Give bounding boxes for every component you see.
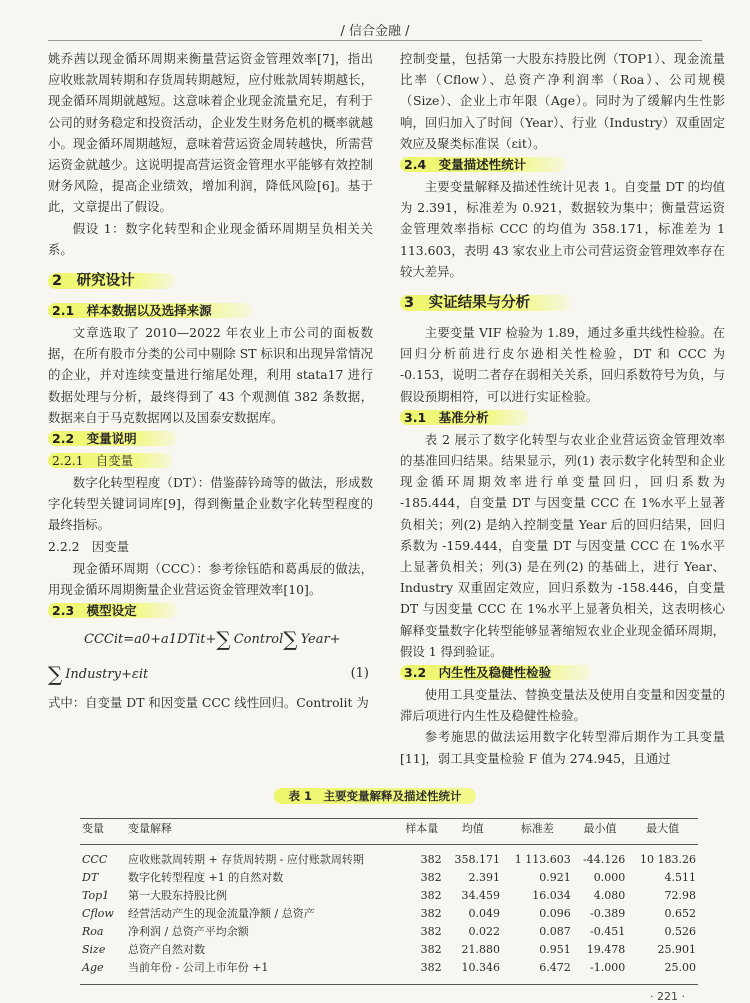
table-cell: 0.087	[539, 925, 571, 938]
paragraph-controls: 控制变量，包括第一大股东持股比例（TOP1）、现金流量比率（Cflow）、总资产净利润率（Roa）、公司规模（Size）、企业上市年限（Age）。同时为了缓解内生性影响，回归加入了时间（Year）、行业（Industry）双重固定效应及聚类标准误（εit）。	[400, 51, 725, 151]
table-cell: 72.98	[664, 889, 696, 902]
section-3-title: 3 实证结果与分析	[400, 295, 570, 311]
paragraph-after-formula: 式中：自变量 DT 和因变量 CCC 线性回归。Controlit 为	[48, 695, 369, 711]
table-row	[80, 887, 698, 905]
table-cell: 0.096	[539, 907, 571, 920]
table-cell: 4.511	[664, 871, 696, 884]
table-cell: 第一大股东持股比例	[128, 889, 227, 902]
section-3-1-title: 3.1 基准分析	[400, 410, 529, 425]
table-cell: 34.459	[461, 889, 500, 902]
table-header-cell: 样本量	[400, 816, 444, 845]
table-cell: 1 113.603	[514, 853, 571, 866]
table-cell: 0.000	[593, 871, 626, 884]
formula-number: (1)	[350, 666, 369, 682]
table-cell: 应收账款周转期 + 存货周转期 - 应付账款周转期	[128, 853, 364, 866]
table-cell: 0.526	[664, 925, 696, 938]
paragraph-baseline: 表 2 展示了数字化转型与农业企业营运资金管理效率的基准回归结果。结果显示，列(1) 表示数字化转型和企业现金循环周期效率进行单变量回归，回归系数为 -185.444，自变量 DT 与因变量 CCC 在 1%水平上显著负相关；列(2) 是纳入控制变量 Year 后的回归结果，回归系数为 -159.444，自变量 DT 与因变量 CCC 在 1%水平上显著负相关；列(3) 是在列(2) 的基础上，进行 Year、Industry 双重固定效应，回归系数为 -158.446，自变量 DT 与因变量 CCC 在 1%水平上显著负相关，这表明核心解释变量数字化转型能够显著缩短农业企业现金循环周期，假设 1 得到验证。	[400, 431, 725, 659]
table-cell: 382	[420, 925, 442, 938]
table-cell: -0.451	[590, 925, 626, 938]
table-cell: 16.034	[532, 889, 571, 902]
table-cell: 382	[420, 853, 442, 866]
section-2-2-title: 2.2 变量说明	[48, 431, 177, 446]
table-cell: Cflow	[82, 907, 114, 920]
table-cell: 382	[420, 961, 442, 974]
table-cell: 25.00	[664, 961, 696, 974]
table-row	[80, 941, 698, 959]
paragraph-descriptive: 主要变量解释及描述性统计见表 1。自变量 DT 的均值为 2.391，标准差为 0.921，数据较为集中；衡量营运资金管理效率指标 CCC 的均值为 358.171，标准差为 1 113.603，表明 43 家农业上市公司营运资金管理效率存在较大差异。	[400, 179, 725, 279]
table-cell: -44.126	[583, 853, 626, 866]
table-cell: 0.652	[664, 907, 696, 920]
table-cell: 382	[420, 889, 442, 902]
table-row	[80, 923, 698, 941]
table-row	[80, 869, 698, 887]
section-2-3-title: 2.3 模型设定	[48, 603, 177, 618]
left-column	[48, 48, 373, 713]
formula-line-1	[48, 622, 373, 657]
section-2-4-title: 2.4 变量描述性统计	[400, 157, 566, 172]
table-header-cell: 最大值	[627, 816, 698, 845]
table-cell: -1.000	[590, 961, 626, 974]
section-2-1-title: 2.1 样本数据以及选择来源	[48, 303, 252, 318]
paragraph-dependent-variable: 现金循环周期（CCC）：参考徐钰皓和葛禹辰的做法，用现金循环周期衡量企业营运资金管理效率[10]。	[48, 560, 373, 597]
formula-lhs: CCCit=a0+a1DTit+	[84, 632, 217, 648]
page-number: · 221 ·	[650, 990, 685, 1003]
table-cell: 358.171	[454, 853, 500, 866]
paragraph-sample: 文章选取了 2010—2022 年农业上市公司的面板数据，在所有股市分类的公司中剔除 ST 标识和出现异常情况的企业，并对连续变量进行缩尾处理，利用 stata17 进行数据处理与分析，最终得到了 43 个观测值 382 条数据，数据来自于马克数据网以及国泰安数据库。	[48, 325, 373, 425]
table-cell: 19.478	[586, 943, 626, 956]
table-cell: 25.901	[657, 943, 696, 956]
formula-line-2	[48, 657, 373, 692]
sum-symbol: ∑	[216, 627, 231, 652]
section-2-title: 2 研究设计	[48, 273, 175, 289]
table-cell: 2.391	[468, 871, 500, 884]
table-cell: 10.346	[461, 961, 500, 974]
paragraph-instrument: 参考施思的做法运用数字化转型滞后期作为工具变量[11]，弱工具变量检验 F 值为 274.945，且通过	[400, 729, 725, 766]
paragraph-methods: 使用工具变量法、替换变量法及使用自变量和因变量的滞后项进行内生性及稳健性检验。	[400, 687, 725, 724]
table-cell: Top1	[82, 889, 110, 902]
table-cell: CCC	[82, 853, 108, 866]
table-row	[80, 845, 698, 870]
table-cell: -0.389	[590, 907, 626, 920]
table-cell: 4.080	[593, 889, 626, 902]
table-cell: 经营活动产生的现金流量净额 / 总资产	[128, 907, 315, 920]
formula-control-term: Control	[233, 632, 284, 648]
formula-year-term: Year+	[300, 632, 341, 648]
table-cell: 数字化转型程度 +1 的自然对数	[128, 871, 284, 884]
table-cell: Size	[82, 943, 106, 956]
table-cell: 382	[420, 943, 442, 956]
table-cell: 0.921	[539, 871, 571, 884]
table-header-cell: 均值	[444, 816, 502, 845]
table-cell: 0.951	[539, 943, 571, 956]
table-cell: 净利润 / 总资产平均余额	[128, 925, 249, 938]
table-row	[80, 959, 698, 977]
table-cell: 6.472	[539, 961, 571, 974]
table-cell: Age	[82, 961, 104, 974]
paragraph-intro: 姚乔茜以现金循环周期来衡量营运资金管理效率[7]，指出应收账款周转期和存货周转期越短，应付账款周转期越长，现金循环周期就越短。这意味着企业现金流量充足，有利于公司的财务稳定和投资活动，企业发生财务危机的概率就越小。现金循环周期越短，意味着营运资金周转越快，所需营运资金就越少。这说明提高营运资金管理水平能够有效控制财务风险，提高企业绩效，增加利润，降低风险[6]。基于此，文章提出了假设。	[48, 51, 373, 215]
table-1-caption	[0, 788, 750, 804]
paragraph-hypothesis: 假设 1：数字化转型和企业现金循环周期呈负相关关系。	[48, 220, 373, 257]
table-cell: 10 183.26	[640, 853, 696, 866]
right-column	[400, 48, 725, 769]
table-cell: 382	[420, 871, 442, 884]
paragraph-independent-variable: 数字化转型程度（DT）：借鉴薛钤琦等的做法，形成数字化转型关键词词库[9]，得到衡量企业数字化转型程度的最终指标。	[48, 475, 373, 533]
table-header-cell: 标准差	[502, 816, 573, 845]
table-1-caption-text: 表 1 主要变量解释及描述性统计	[274, 788, 475, 804]
formula-epsilon: εit	[131, 667, 149, 683]
formula-industry-term: Industry+	[65, 667, 132, 683]
table-header-cell: 最小值	[573, 816, 628, 845]
table-header-cell: 变量	[80, 816, 126, 845]
table-header-row	[80, 816, 698, 845]
table-cell: 总资产自然对数	[128, 943, 205, 956]
table-cell: DT	[82, 871, 99, 884]
table-cell: 0.022	[468, 925, 500, 938]
sum-symbol: ∑	[48, 662, 63, 687]
header-rule	[48, 40, 702, 41]
table-cell: Roa	[82, 925, 104, 938]
paragraph-vif: 主要变量 VIF 检验为 1.89，通过多重共线性检验。在回归分析前进行皮尔逊相关性检验，DT 和 CCC 为 -0.153，说明二者存在弱相关关系，回归系数符号为负，与假设预期相符，可以进行实证检验。	[400, 325, 725, 404]
table-cell: 0.049	[468, 907, 500, 920]
table-cell: 21.880	[461, 943, 500, 956]
sum-symbol: ∑	[283, 627, 298, 652]
table-row	[80, 905, 698, 923]
table-1	[80, 816, 698, 977]
table-cell: 当前年份 - 公司上市年份 +1	[128, 961, 269, 974]
running-head: / 信合金融 /	[340, 24, 410, 39]
table-header-cell: 变量解释	[126, 816, 400, 845]
table-bottom-rule	[80, 984, 698, 985]
section-2-2-2-title: 2.2.2 因变量	[48, 538, 130, 554]
table-cell: 382	[420, 907, 442, 920]
section-2-2-1-title: 2.2.1 自变量	[48, 453, 173, 468]
section-3-2-title: 3.2 内生性及稳健性检验	[400, 665, 591, 680]
